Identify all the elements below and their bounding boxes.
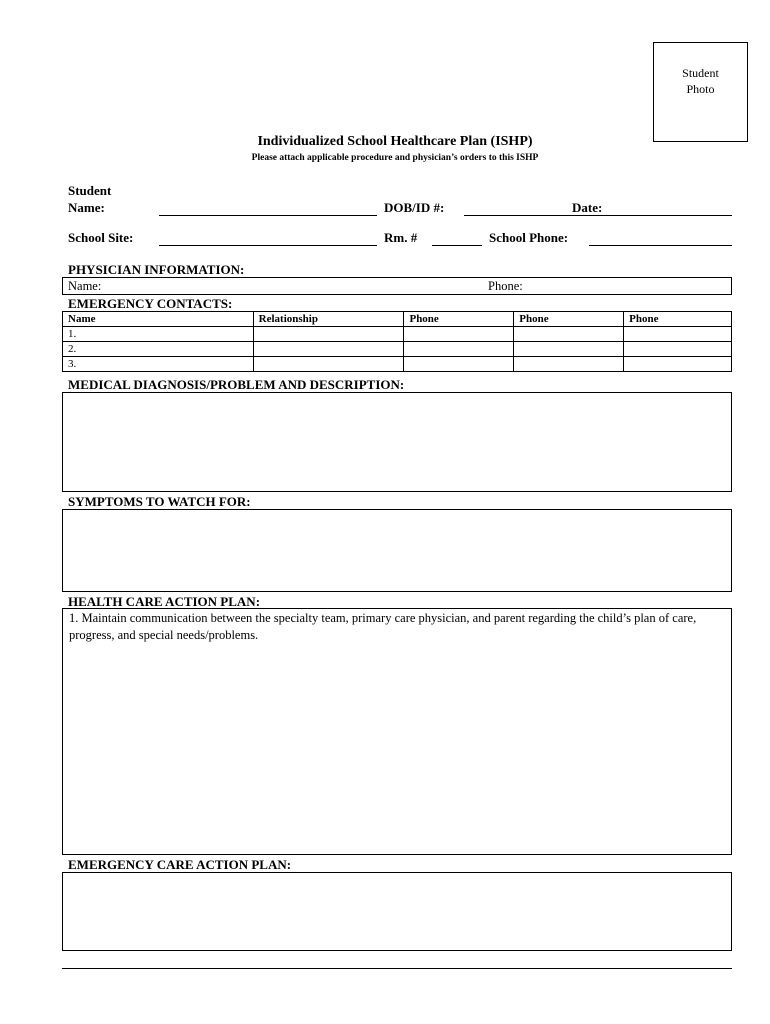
relationship-cell[interactable] (253, 357, 404, 372)
table-row (63, 342, 732, 357)
col-header-phone-3: Phone (624, 312, 732, 327)
emergency-contacts-heading: EMERGENCY CONTACTS: (68, 296, 233, 311)
physician-info-box[interactable] (62, 277, 732, 295)
table-row (63, 327, 732, 342)
student-name-field[interactable] (159, 215, 377, 216)
room-label: Rm. # (384, 230, 418, 245)
physician-phone-label: Phone: (488, 279, 523, 293)
school-site-field[interactable] (159, 245, 377, 246)
phone-cell[interactable] (514, 327, 624, 342)
diagnosis-box[interactable] (62, 392, 732, 492)
col-header-name: Name (63, 312, 254, 327)
col-header-phone-1: Phone (404, 312, 514, 327)
physician-heading: PHYSICIAN INFORMATION: (68, 262, 245, 277)
school-phone-field[interactable] (589, 245, 732, 246)
room-field[interactable] (432, 245, 482, 246)
student-name-label-2: Name: (68, 200, 105, 215)
emergency-plan-box[interactable] (62, 872, 732, 951)
emergency-contacts-table (62, 311, 732, 372)
symptoms-heading: SYMPTOMS TO WATCH FOR: (68, 494, 251, 509)
contact-name-cell[interactable]: 1. (63, 327, 254, 342)
contact-name-cell[interactable]: 3. (63, 357, 254, 372)
photo-label-line2: Photo (686, 82, 715, 96)
phone-cell[interactable] (624, 342, 732, 357)
school-site-label: School Site: (68, 230, 134, 245)
contact-name-cell[interactable]: 2. (63, 342, 254, 357)
health-plan-text: 1. Maintain communication between the specialty team, primary care physician, and parent regarding the child’s plan of care, progress, and special needs/problems. (69, 611, 697, 642)
physician-name-label: Name: (68, 279, 102, 293)
diagnosis-heading: MEDICAL DIAGNOSIS/PROBLEM AND DESCRIPTION: (68, 377, 405, 392)
page-subtitle: Please attach applicable procedure and physician’s orders to this ISHP (251, 153, 539, 163)
emergency-plan-heading: EMERGENCY CARE ACTION PLAN: (68, 857, 292, 872)
student-name-label-1: Student (68, 183, 112, 198)
phone-cell[interactable] (624, 327, 732, 342)
dob-label: DOB/ID #: (384, 200, 445, 215)
page-title: Individualized School Healthcare Plan (ISHP) (257, 134, 533, 149)
phone-cell[interactable] (404, 342, 514, 357)
col-header-phone-2: Phone (514, 312, 624, 327)
student-photo-box[interactable] (653, 42, 748, 142)
phone-cell[interactable] (514, 357, 624, 372)
photo-label-line1: Student (682, 66, 719, 80)
symptoms-box[interactable] (62, 509, 732, 592)
phone-cell[interactable] (514, 342, 624, 357)
relationship-cell[interactable] (253, 342, 404, 357)
school-phone-label: School Phone: (489, 230, 569, 245)
health-plan-box[interactable] (62, 608, 732, 855)
table-row (63, 357, 732, 372)
table-header-row (63, 312, 732, 327)
date-label: Date: (572, 200, 603, 215)
phone-cell[interactable] (404, 357, 514, 372)
health-plan-heading: HEALTH CARE ACTION PLAN: (68, 594, 261, 609)
col-header-relationship: Relationship (253, 312, 404, 327)
phone-cell[interactable] (404, 327, 514, 342)
phone-cell[interactable] (624, 357, 732, 372)
relationship-cell[interactable] (253, 327, 404, 342)
footer-divider (62, 968, 732, 969)
